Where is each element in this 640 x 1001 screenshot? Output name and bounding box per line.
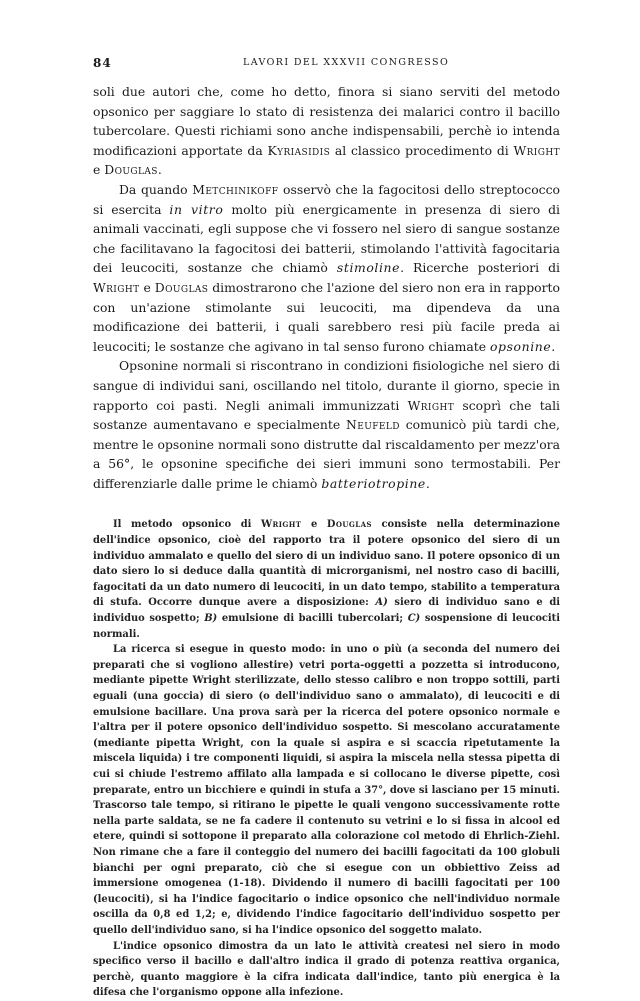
text-span: Il metodo opsonico di: [113, 519, 262, 531]
author-name: Kyriasidis: [267, 142, 331, 158]
author-name: Wright: [93, 279, 140, 295]
author-name: Douglas: [154, 279, 209, 295]
author-name: Douglas: [326, 519, 372, 531]
text-span: molto più energicamente in presenza di siero di animali vaccinati, egli suppose che vi fossero nel siero di sangue sostanze che facilitavano la fagocitosi dei batterii, stimolando l'attività fagocitaria dei leucociti, sostanze che chiamò: [93, 201, 560, 276]
text-span: dimostrarono che l'azione del siero non era in rapporto con un'azione stimolante sui leucociti, ma dipendeva da una modificazione dei batterii, i quali sarebbero resi più facile preda ai leucociti; le sostanze che agivano in tal senso furono chiamate: [93, 279, 560, 354]
text-span: . Ricerche posteriori di: [400, 260, 560, 276]
main-text: [93, 82, 560, 493]
italic-term: stimoline: [336, 260, 401, 276]
italic-term: in vitro: [169, 201, 224, 217]
text-span: .: [425, 475, 430, 491]
note-paragraph-3: L'indice opsonico dimostra da un lato le attività createsi nel siero in modo specifico verso il bacillo e dall'altro indica il grado di potenza reattiva organica, perchè, quanto maggiore è la cifra indicata dall'indice, tanto più energica è la difesa che l'organismo oppone alla infezione.: [93, 940, 560, 999]
author-name: Neufeld: [346, 417, 400, 433]
text-span: comunicò più tardi che, mentre le opsonine normali sono distrutte dal riscaldamento per mezz'ora a 56°, le opsonine specifiche dei sieri immuni sono termostabili. Per differenziarle dalle prime le chiamò: [93, 417, 560, 491]
paragraph-1: [93, 82, 560, 180]
text-span: Opsonine normali si riscontrano in condizioni fisiologiche nel siero di sangue di individui sani, oscillando nel titolo, durante il giorno, specie in rapporto coi pasti. Negli animali immunizzati: [93, 358, 560, 413]
list-label: C): [407, 613, 421, 625]
page: [93, 52, 560, 1001]
author-name: Metchinikoff: [192, 181, 279, 197]
author-name: Wright: [513, 142, 560, 158]
author-name: Wright: [261, 519, 302, 531]
text-span: consiste nella determinazione dell'indice opsonico, cioè del rapporto tra il potere opsonico del siero di un individuo ammalato e quello del siero di un individuo sano. Il potere opsonico di un dato siero lo si deduce dalla quantità di microrganismi, nel nostro caso di bacilli, fagocitati da un dato numero di leucociti, in un dato tempo, stabilito a temperatura di stufa. Occorre dunque avere a disposizione:: [93, 519, 560, 609]
text-span: .: [157, 162, 162, 178]
text-span: e: [139, 279, 155, 295]
running-title: LAVORI DEL XXXVII CONGRESSO: [243, 57, 450, 68]
page-header: [93, 52, 560, 72]
paragraph-2: [93, 180, 560, 356]
author-name: Douglas: [104, 162, 158, 178]
text-span: scoprì che tali sostanze aumentavano e specialmente: [93, 397, 560, 433]
text-span: .: [551, 338, 556, 354]
list-label: B): [204, 613, 218, 625]
list-label: A): [375, 597, 388, 609]
italic-term: opsonine: [490, 338, 552, 354]
list-item: sospensione di leucociti normali.: [93, 613, 561, 640]
text-span: soli due autori che, come ho detto, finora si siano serviti del metodo opsonico per saggiare lo stato di resistenza dei malarici contro il bacillo tubercolare. Questi richiami sono anche indispensabili, perchè io intenda modificazioni apportate da: [93, 84, 560, 158]
list-item: siero di individuo sano e di individuo sospetto;: [93, 597, 561, 625]
note-paragraph-2: La ricerca si esegue in questo modo: in uno o più (a seconda del numero dei preparati che si vogliono allestire) vetri porta-oggetti a pozzetta si introducono, mediante pipette Wright sterilizzate, dello stesso calibro e non troppo sottili, parti eguali (una goccia) di siero (o dell'individuo sano o ammalato), di leucociti e di emulsione bacillare. Una prova sarà per la ricerca del potere opsonico normale e l'altra per il potere opsonico dell'individuo sospetto. Si mescolano accuratamente (mediante pipetta Wright, con la quale si aspira e si scaccia ripetutamente la miscela liquida) i tre componenti liquidi, si aspira la miscela nella stessa pipetta di cui si chiude l'estremo affilato alla lampada e si collocano le diverse pipette, così preparate, entro un bicchiere e quindi in stufa a 37°, dove si lasciano per 15 minuti. Trascorso tale tempo, si ritirano le pipette le quali vengono successivamente rotte nella parte saldata, se ne fa cadere il contenuto su vetrini e lo si fissa in alcool ed etere, quindi si sottopone il preparato alla colorazione col metodo di Ehrlich-Ziehl. Non rimane che a fare il conteggio del numero dei bacilli fagocitati da 100 globuli bianchi per ogni preparato, ciò che si esegue con un obbiettivo Zeiss ad immersione omogenea (1-18). Dividendo il numero di bacilli fagocitati per 100 (leucociti), si ha l'indice fagocitario o indice opsonico che nell'individuo normale oscilla da 0,8 ed 1,2; e, dividendo l'indice fagocitario dell'individuo sospetto per quello dell'individuo sano, si ha l'indice opsonico del soggetto malato.: [93, 644, 560, 936]
note-paragraph-1: [93, 517, 560, 642]
methods-note: [93, 517, 560, 1000]
list-item: emulsione di bacilli tubercolari;: [217, 613, 408, 625]
paragraph-3: [93, 356, 560, 493]
text-span: al classico procedimento di: [330, 142, 514, 158]
text-span: osservò che la fagocitosi dello streptococco si esercita: [93, 181, 560, 217]
italic-term: batteriotropine: [321, 475, 426, 491]
text-span: Da quando: [119, 181, 193, 197]
text-span: e: [301, 519, 327, 531]
text-span: e: [93, 162, 105, 178]
author-name: Wright: [407, 397, 455, 413]
page-number: 84: [93, 56, 112, 70]
